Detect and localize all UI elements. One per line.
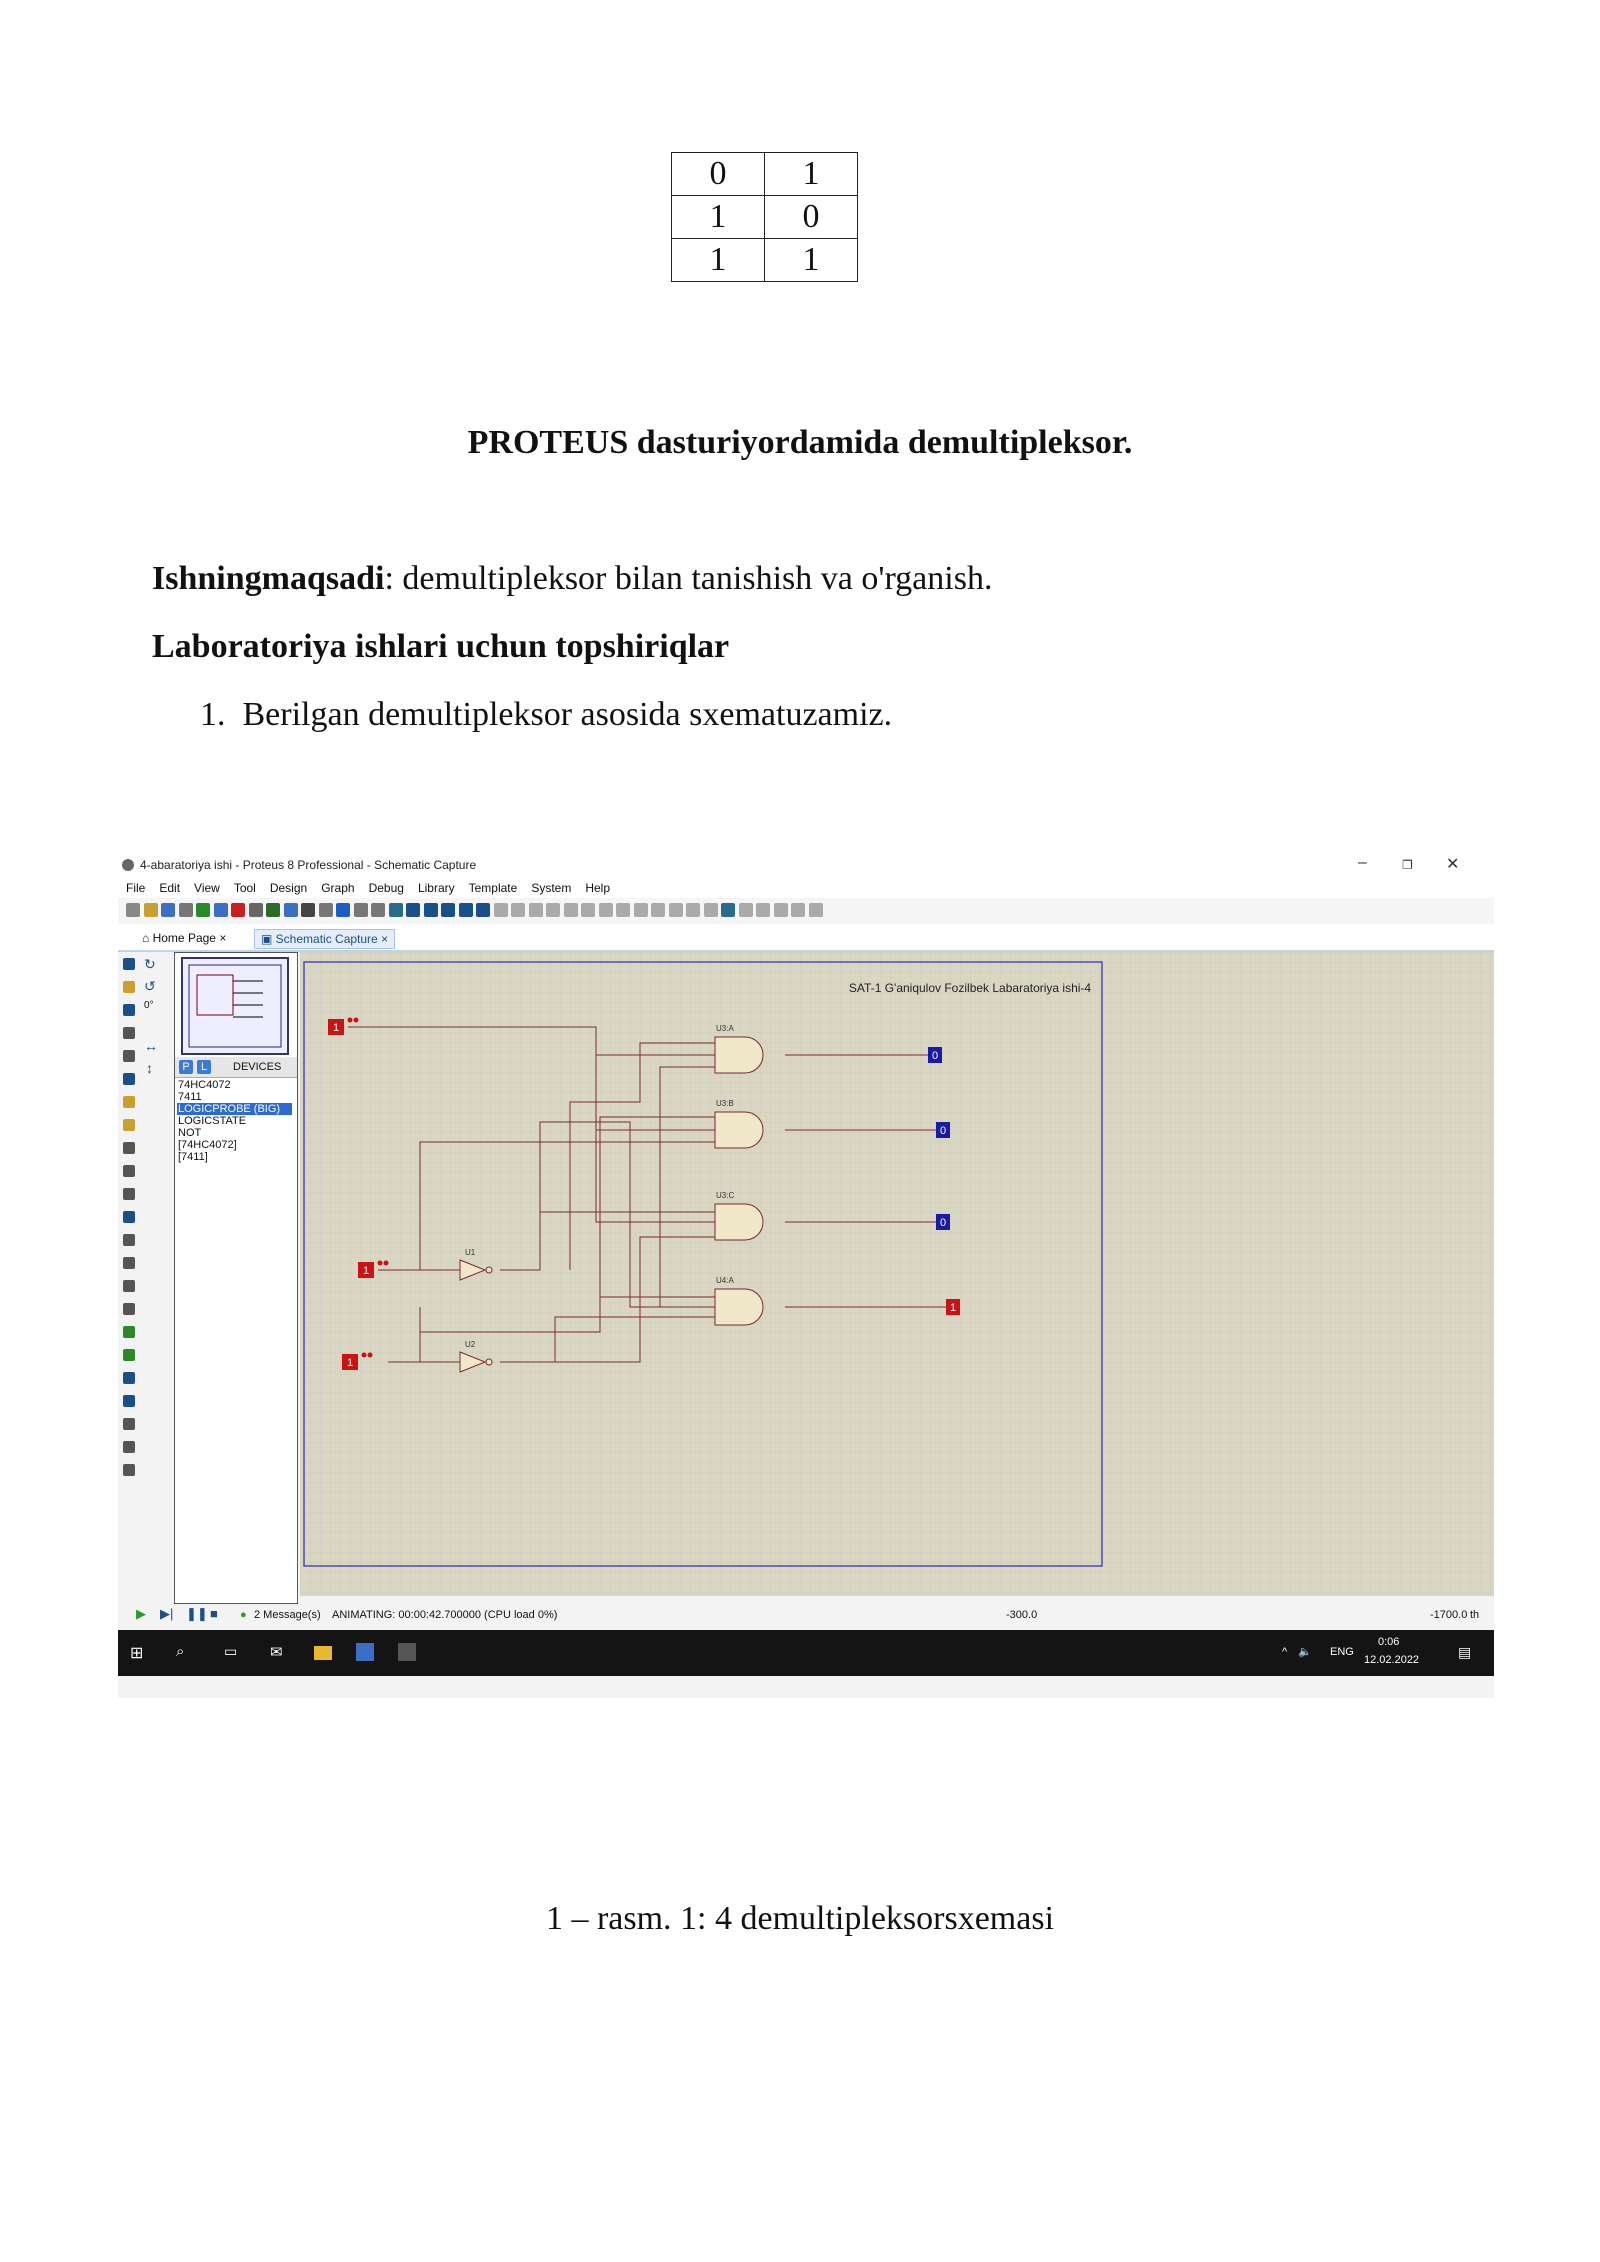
menu-item-view[interactable]: View — [194, 881, 220, 895]
editor-tool-icon[interactable] — [123, 1464, 135, 1476]
truth-table-row — [672, 153, 858, 196]
truth-table — [671, 152, 858, 282]
menu-item-edit[interactable]: Edit — [159, 881, 181, 895]
language-indicator[interactable]: ENG — [1330, 1646, 1354, 1658]
toolbar-tool-icon[interactable] — [319, 903, 333, 917]
truth-table-cell: 1 — [765, 239, 858, 282]
section-title: PROTEUS dasturiyordamida demultipleksor. — [467, 424, 1133, 461]
left-toolbar — [118, 952, 140, 1602]
logic-probe-output-3[interactable] — [936, 1214, 950, 1230]
toolbar-tool-icon[interactable] — [686, 903, 700, 917]
window-title: 4-abaratoriya ishi - Proteus 8 Professional - Schematic Capture — [140, 858, 477, 872]
menu-item-graph[interactable]: Graph — [321, 881, 355, 895]
window-titlebar — [118, 852, 1494, 878]
editor-tool-icon[interactable] — [123, 1119, 135, 1131]
toolbar-tool-icon[interactable] — [249, 903, 263, 917]
mirror-x-icon[interactable]: ↔ — [144, 1038, 158, 1054]
truth-table-cell: 0 — [672, 153, 765, 196]
menu-bar — [118, 878, 1494, 898]
clock-time[interactable]: 0:06 — [1378, 1636, 1400, 1648]
device-list-item[interactable]: [74HC4072] — [178, 1139, 237, 1151]
figure-caption: 1 – rasm. 1: 4 demultipleksorsxemasi — [545, 1900, 1055, 1937]
status-bar — [118, 1604, 1494, 1626]
restore-icon[interactable]: ❐ — [1402, 858, 1413, 872]
pick-devices-button[interactable]: P — [179, 1060, 193, 1074]
toolbar-tool-icon[interactable] — [371, 903, 385, 917]
toolbar-tool-icon[interactable] — [669, 903, 683, 917]
schematic-canvas[interactable] — [300, 952, 1494, 1596]
editor-tool-icon[interactable] — [123, 981, 135, 993]
toolbar-tool-icon[interactable] — [179, 903, 193, 917]
toolbar-tool-icon[interactable] — [144, 903, 158, 917]
coord-y: -1700.0 — [1430, 1609, 1468, 1621]
toolbar-tool-icon[interactable] — [774, 903, 788, 917]
messages-count[interactable]: 2 Message(s) — [254, 1609, 321, 1621]
device-list-item[interactable]: NOT — [178, 1127, 202, 1139]
toolbar-tool-icon[interactable] — [616, 903, 630, 917]
coord-unit: th — [1470, 1609, 1480, 1621]
editor-tool-icon[interactable] — [123, 958, 135, 970]
device-list-item[interactable]: 7411 — [178, 1091, 202, 1103]
editor-tool-icon[interactable] — [123, 1096, 135, 1108]
truth-table-cell: 1 — [765, 153, 858, 196]
editor-tool-icon[interactable] — [123, 1142, 135, 1154]
toolbar-tool-icon[interactable] — [651, 903, 665, 917]
menu-item-template[interactable]: Template — [468, 881, 518, 895]
menu-item-system[interactable]: System — [531, 881, 572, 895]
library-button[interactable]: L — [197, 1060, 211, 1074]
menu-item-library[interactable]: Library — [417, 881, 455, 895]
schematic-drawing — [300, 952, 1494, 1596]
toolbar-tool-icon[interactable] — [704, 903, 718, 917]
animation-status: ANIMATING: 00:00:42.700000 (CPU load 0%) — [332, 1609, 558, 1621]
toolbar-tool-icon[interactable] — [336, 903, 350, 917]
tab-home-label: Home Page — [152, 931, 216, 945]
minimize-icon[interactable]: – — [1358, 854, 1367, 871]
editor-tool-icon[interactable] — [123, 1280, 135, 1292]
gate-label: U3:B — [716, 1099, 734, 1108]
device-list — [177, 1079, 292, 1163]
task-number: 1. — [200, 696, 226, 733]
truth-table-cell: 0 — [765, 196, 858, 239]
toolbar-tool-icon[interactable] — [581, 903, 595, 917]
proteus-screenshot — [118, 852, 1494, 1698]
output-3-value: 0 — [939, 1217, 947, 1229]
editor-tool-icon[interactable] — [123, 1073, 135, 1085]
toolbar-tool-icon[interactable] — [721, 903, 735, 917]
editor-tool-icon[interactable] — [123, 1418, 135, 1430]
toolbar-tool-icon[interactable] — [809, 903, 823, 917]
tab-home-page[interactable]: ⌂ Home Page × — [142, 931, 227, 945]
windows-start-icon[interactable]: ⊞ — [130, 1645, 144, 1662]
close-icon[interactable]: × — [381, 932, 389, 946]
toolbar-tool-icon[interactable] — [266, 903, 280, 917]
menu-item-tool[interactable]: Tool — [233, 881, 256, 895]
toolbar-tool-icon[interactable] — [634, 903, 648, 917]
folder-icon[interactable] — [314, 1646, 332, 1660]
editor-tool-icon[interactable] — [123, 1050, 135, 1062]
toolbar-tool-icon[interactable] — [214, 903, 228, 917]
tab-bar — [118, 924, 1494, 952]
editor-tool-icon[interactable] — [123, 1234, 135, 1246]
menu-item-design[interactable]: Design — [269, 881, 308, 895]
editor-tool-icon[interactable] — [123, 1257, 135, 1269]
device-list-item[interactable]: 74HC4072 — [178, 1079, 231, 1091]
device-list-item[interactable]: LOGICPROBE (BIG) — [177, 1103, 292, 1115]
editor-tool-icon[interactable] — [123, 1349, 135, 1361]
sheet-label: SAT-1 G'aniqulov Fozilbek Labaratoriya ishi-4 — [848, 981, 1092, 995]
toolbar-tool-icon[interactable] — [284, 903, 298, 917]
tab-schematic-label: Schematic Capture — [275, 932, 378, 946]
logic-probe-output-1[interactable] — [928, 1047, 942, 1063]
toolbar-tool-icon[interactable] — [441, 903, 455, 917]
mirror-y-icon[interactable]: ↕ — [146, 1060, 153, 1076]
toolbar-tool-icon[interactable] — [739, 903, 753, 917]
toolbar-tool-icon[interactable] — [564, 903, 578, 917]
pause-icon[interactable]: ❚❚ — [186, 1606, 208, 1621]
proteus-taskbar-icon[interactable] — [398, 1643, 416, 1661]
editor-tool-icon[interactable] — [123, 1303, 135, 1315]
volume-icon[interactable]: 🔈 — [1298, 1646, 1312, 1658]
toolbar-tool-icon[interactable] — [529, 903, 543, 917]
output-4-value: 1 — [949, 1302, 957, 1314]
clock-date[interactable]: 12.02.2022 — [1364, 1654, 1420, 1666]
menu-item-file[interactable]: File — [126, 881, 146, 895]
rotate-ccw-icon[interactable]: ↺ — [144, 978, 156, 994]
task-text: Berilgan demultipleksor asosida sxematuzamiz. — [242, 696, 893, 733]
close-icon[interactable]: × — [219, 931, 227, 945]
editor-tool-icon[interactable] — [123, 1395, 135, 1407]
menu-item-debug[interactable]: Debug — [368, 881, 404, 895]
windows-taskbar — [118, 1630, 1494, 1676]
devices-label: DEVICES — [233, 1061, 282, 1073]
word-icon[interactable] — [356, 1643, 374, 1661]
editor-tool-icon[interactable] — [123, 1441, 135, 1453]
editor-tool-icon[interactable] — [123, 1188, 135, 1200]
editor-tool-icon[interactable] — [123, 1211, 135, 1223]
toolbar-tool-icon[interactable] — [389, 903, 403, 917]
gate-label: U3:A — [716, 1024, 734, 1033]
toolbar-tool-icon[interactable] — [231, 903, 245, 917]
toolbar-tool-icon[interactable] — [511, 903, 525, 917]
goal-paragraph — [152, 560, 992, 598]
logic-probe-output-4[interactable] — [946, 1299, 960, 1315]
step-icon[interactable]: ▶| — [160, 1606, 174, 1621]
toolbar-tool-icon[interactable] — [406, 903, 420, 917]
toolbar-tool-icon[interactable] — [476, 903, 490, 917]
search-icon[interactable]: ⌕ — [176, 1643, 185, 1660]
gate-label: U4:A — [716, 1276, 734, 1285]
device-panel — [174, 952, 298, 1604]
truth-table-cell: 1 — [672, 239, 765, 282]
tray-chevron-icon[interactable]: ^ — [1282, 1646, 1288, 1658]
device-list-item[interactable]: LOGICSTATE — [178, 1115, 247, 1127]
coord-x: -300.0 — [1006, 1609, 1038, 1621]
truth-table-cell: 1 — [672, 196, 765, 239]
truth-table-row — [672, 239, 858, 282]
input-3-value: 1 — [346, 1357, 354, 1369]
rotate-cw-icon[interactable]: ↻ — [144, 956, 156, 972]
task-item — [200, 696, 892, 734]
toolbar-tool-icon[interactable] — [459, 903, 473, 917]
output-1-value: 0 — [931, 1050, 939, 1062]
toolbar-tool-icon[interactable] — [494, 903, 508, 917]
tasks-heading: Laboratoriya ishlari uchun topshiriqlar — [152, 628, 730, 665]
truth-table-row — [672, 196, 858, 239]
play-icon[interactable]: ▶ — [136, 1606, 146, 1621]
device-list-item[interactable]: [7411] — [178, 1151, 208, 1163]
rotation-tools — [140, 952, 160, 1152]
toolbar — [118, 898, 1494, 925]
inverter-u2-label: U2 — [465, 1340, 476, 1349]
input-1-value: 1 — [332, 1022, 340, 1034]
editor-tool-icon[interactable] — [123, 1027, 135, 1039]
toolbar-tool-icon[interactable] — [424, 903, 438, 917]
toolbar-tool-icon[interactable] — [546, 903, 560, 917]
menu-item-help[interactable]: Help — [585, 881, 611, 895]
app-icon — [122, 859, 134, 871]
toolbar-tool-icon[interactable] — [196, 903, 210, 917]
rotation-value[interactable]: 0° — [144, 1000, 154, 1011]
toolbar-tool-icon[interactable] — [599, 903, 613, 917]
toolbar-tool-icon[interactable] — [756, 903, 770, 917]
editor-tool-icon[interactable] — [123, 1004, 135, 1016]
toolbar-tool-icon[interactable] — [161, 903, 175, 917]
stop-icon[interactable]: ■ — [210, 1606, 218, 1621]
info-icon: ● — [240, 1609, 247, 1621]
tab-schematic-capture[interactable]: ▣ Schematic Capture × — [254, 929, 395, 949]
editor-tool-icon[interactable] — [123, 1165, 135, 1177]
output-2-value: 0 — [939, 1125, 947, 1137]
overview-preview[interactable] — [181, 957, 289, 1055]
inverter-u1-label: U1 — [465, 1248, 476, 1257]
gate-label: U3:C — [716, 1191, 735, 1200]
toolbar-tool-icon[interactable] — [126, 903, 140, 917]
mail-icon[interactable]: ✉ — [270, 1644, 283, 1661]
logic-probe-output-2[interactable] — [936, 1122, 950, 1138]
input-2-value: 1 — [362, 1265, 370, 1277]
toolbar-tool-icon[interactable] — [354, 903, 368, 917]
notification-icon[interactable]: ▤ — [1458, 1644, 1472, 1660]
editor-tool-icon[interactable] — [123, 1372, 135, 1384]
task-view-icon[interactable]: ▭ — [224, 1643, 238, 1659]
editor-tool-icon[interactable] — [123, 1326, 135, 1338]
goal-text: : demultipleksor bilan tanishish va o'rganish. — [384, 560, 993, 597]
toolbar-tool-icon[interactable] — [791, 903, 805, 917]
devices-header — [175, 1057, 297, 1078]
close-icon[interactable]: ✕ — [1446, 856, 1460, 873]
toolbar-tool-icon[interactable] — [301, 903, 315, 917]
goal-label: Ishningmaqsadi — [152, 560, 385, 597]
